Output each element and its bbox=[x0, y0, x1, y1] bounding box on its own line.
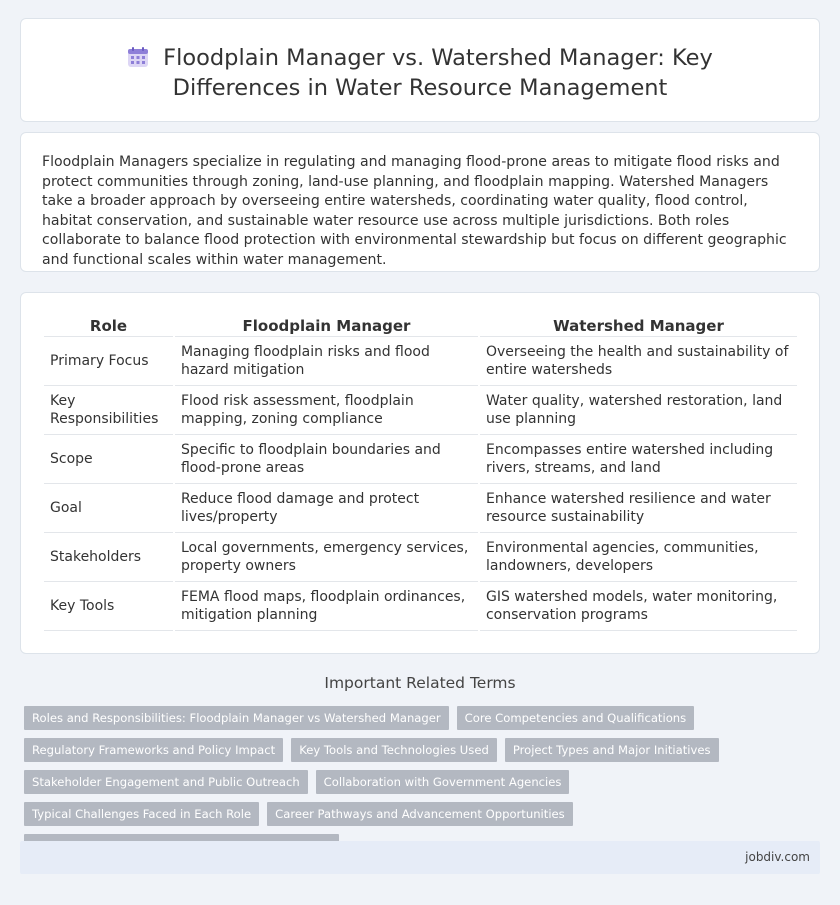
calendar-grid-icon bbox=[127, 46, 149, 68]
related-terms-heading: Important Related Terms bbox=[324, 674, 516, 692]
row-label: Stakeholders bbox=[44, 533, 173, 582]
related-term-tag[interactable]: Career Pathways and Advancement Opportunities bbox=[267, 802, 573, 826]
comparison-table bbox=[42, 315, 799, 631]
header-card bbox=[20, 18, 820, 122]
table-row bbox=[44, 582, 797, 631]
table-row bbox=[44, 484, 797, 533]
related-term-tag[interactable]: Stakeholder Engagement and Public Outreach bbox=[24, 770, 308, 794]
table-cell: Overseeing the health and sustainability of entire watersheds bbox=[480, 337, 797, 386]
related-term-tag[interactable]: Typical Challenges Faced in Each Role bbox=[24, 802, 259, 826]
table-cell: Flood risk assessment, floodplain mapping, zoning compliance bbox=[175, 386, 478, 435]
table-header-row bbox=[44, 315, 797, 337]
table-cell: FEMA flood maps, floodplain ordinances, mitigation planning bbox=[175, 582, 478, 631]
row-label: Scope bbox=[44, 435, 173, 484]
row-label: Primary Focus bbox=[44, 337, 173, 386]
page-title-wrap bbox=[61, 43, 779, 103]
table-row bbox=[44, 386, 797, 435]
table-cell: Encompasses entire watershed including rivers, streams, and land bbox=[480, 435, 797, 484]
related-term-tag[interactable]: Core Competencies and Qualifications bbox=[457, 706, 695, 730]
row-label: Goal bbox=[44, 484, 173, 533]
related-term-tag[interactable]: Key Tools and Technologies Used bbox=[291, 738, 497, 762]
related-term-tag[interactable]: Regulatory Frameworks and Policy Impact bbox=[24, 738, 283, 762]
footer bbox=[20, 841, 820, 874]
table-cell: Specific to floodplain boundaries and flood-prone areas bbox=[175, 435, 478, 484]
table-cell: Water quality, watershed restoration, land use planning bbox=[480, 386, 797, 435]
page-title: Floodplain Manager vs. Watershed Manager: Key Differences in Water Resource Management bbox=[163, 45, 713, 101]
column-header: Floodplain Manager bbox=[175, 315, 478, 337]
row-label: Key Tools bbox=[44, 582, 173, 631]
row-label: Key Responsibilities bbox=[44, 386, 173, 435]
table-cell: Reduce flood damage and protect lives/property bbox=[175, 484, 478, 533]
intro-card bbox=[20, 132, 820, 272]
table-cell: Environmental agencies, communities, landowners, developers bbox=[480, 533, 797, 582]
related-terms-list bbox=[24, 706, 804, 858]
related-term-tag[interactable]: Collaboration with Government Agencies bbox=[316, 770, 570, 794]
comparison-table-card bbox=[20, 292, 820, 654]
table-cell: Enhance watershed resilience and water resource sustainability bbox=[480, 484, 797, 533]
table-cell: GIS watershed models, water monitoring, conservation programs bbox=[480, 582, 797, 631]
footer-site-link[interactable]: jobdiv.com bbox=[745, 850, 810, 864]
table-row bbox=[44, 435, 797, 484]
table-row bbox=[44, 337, 797, 386]
table-cell: Local governments, emergency services, property owners bbox=[175, 533, 478, 582]
related-term-tag[interactable]: Roles and Responsibilities: Floodplain Manager vs Watershed Manager bbox=[24, 706, 449, 730]
table-row bbox=[44, 533, 797, 582]
related-term-tag[interactable]: Project Types and Major Initiatives bbox=[505, 738, 719, 762]
column-header: Watershed Manager bbox=[480, 315, 797, 337]
column-header: Role bbox=[44, 315, 173, 337]
table-cell: Managing floodplain risks and flood hazard mitigation bbox=[175, 337, 478, 386]
intro-text: Floodplain Managers specialize in regulating and managing flood-prone areas to mitigate flood risks and protect communities through zoning, land-use planning, and floodplain mapping. Watershed Managers take a broader approach by overseeing entire watersheds, coordinating water quality, flood control, habitat conservation, and sustainable water resource use across multiple jurisdictions. Both roles collaborate to balance flood protection with environmental stewardship but focus on different geographic and functional scales within water management. bbox=[42, 154, 787, 268]
